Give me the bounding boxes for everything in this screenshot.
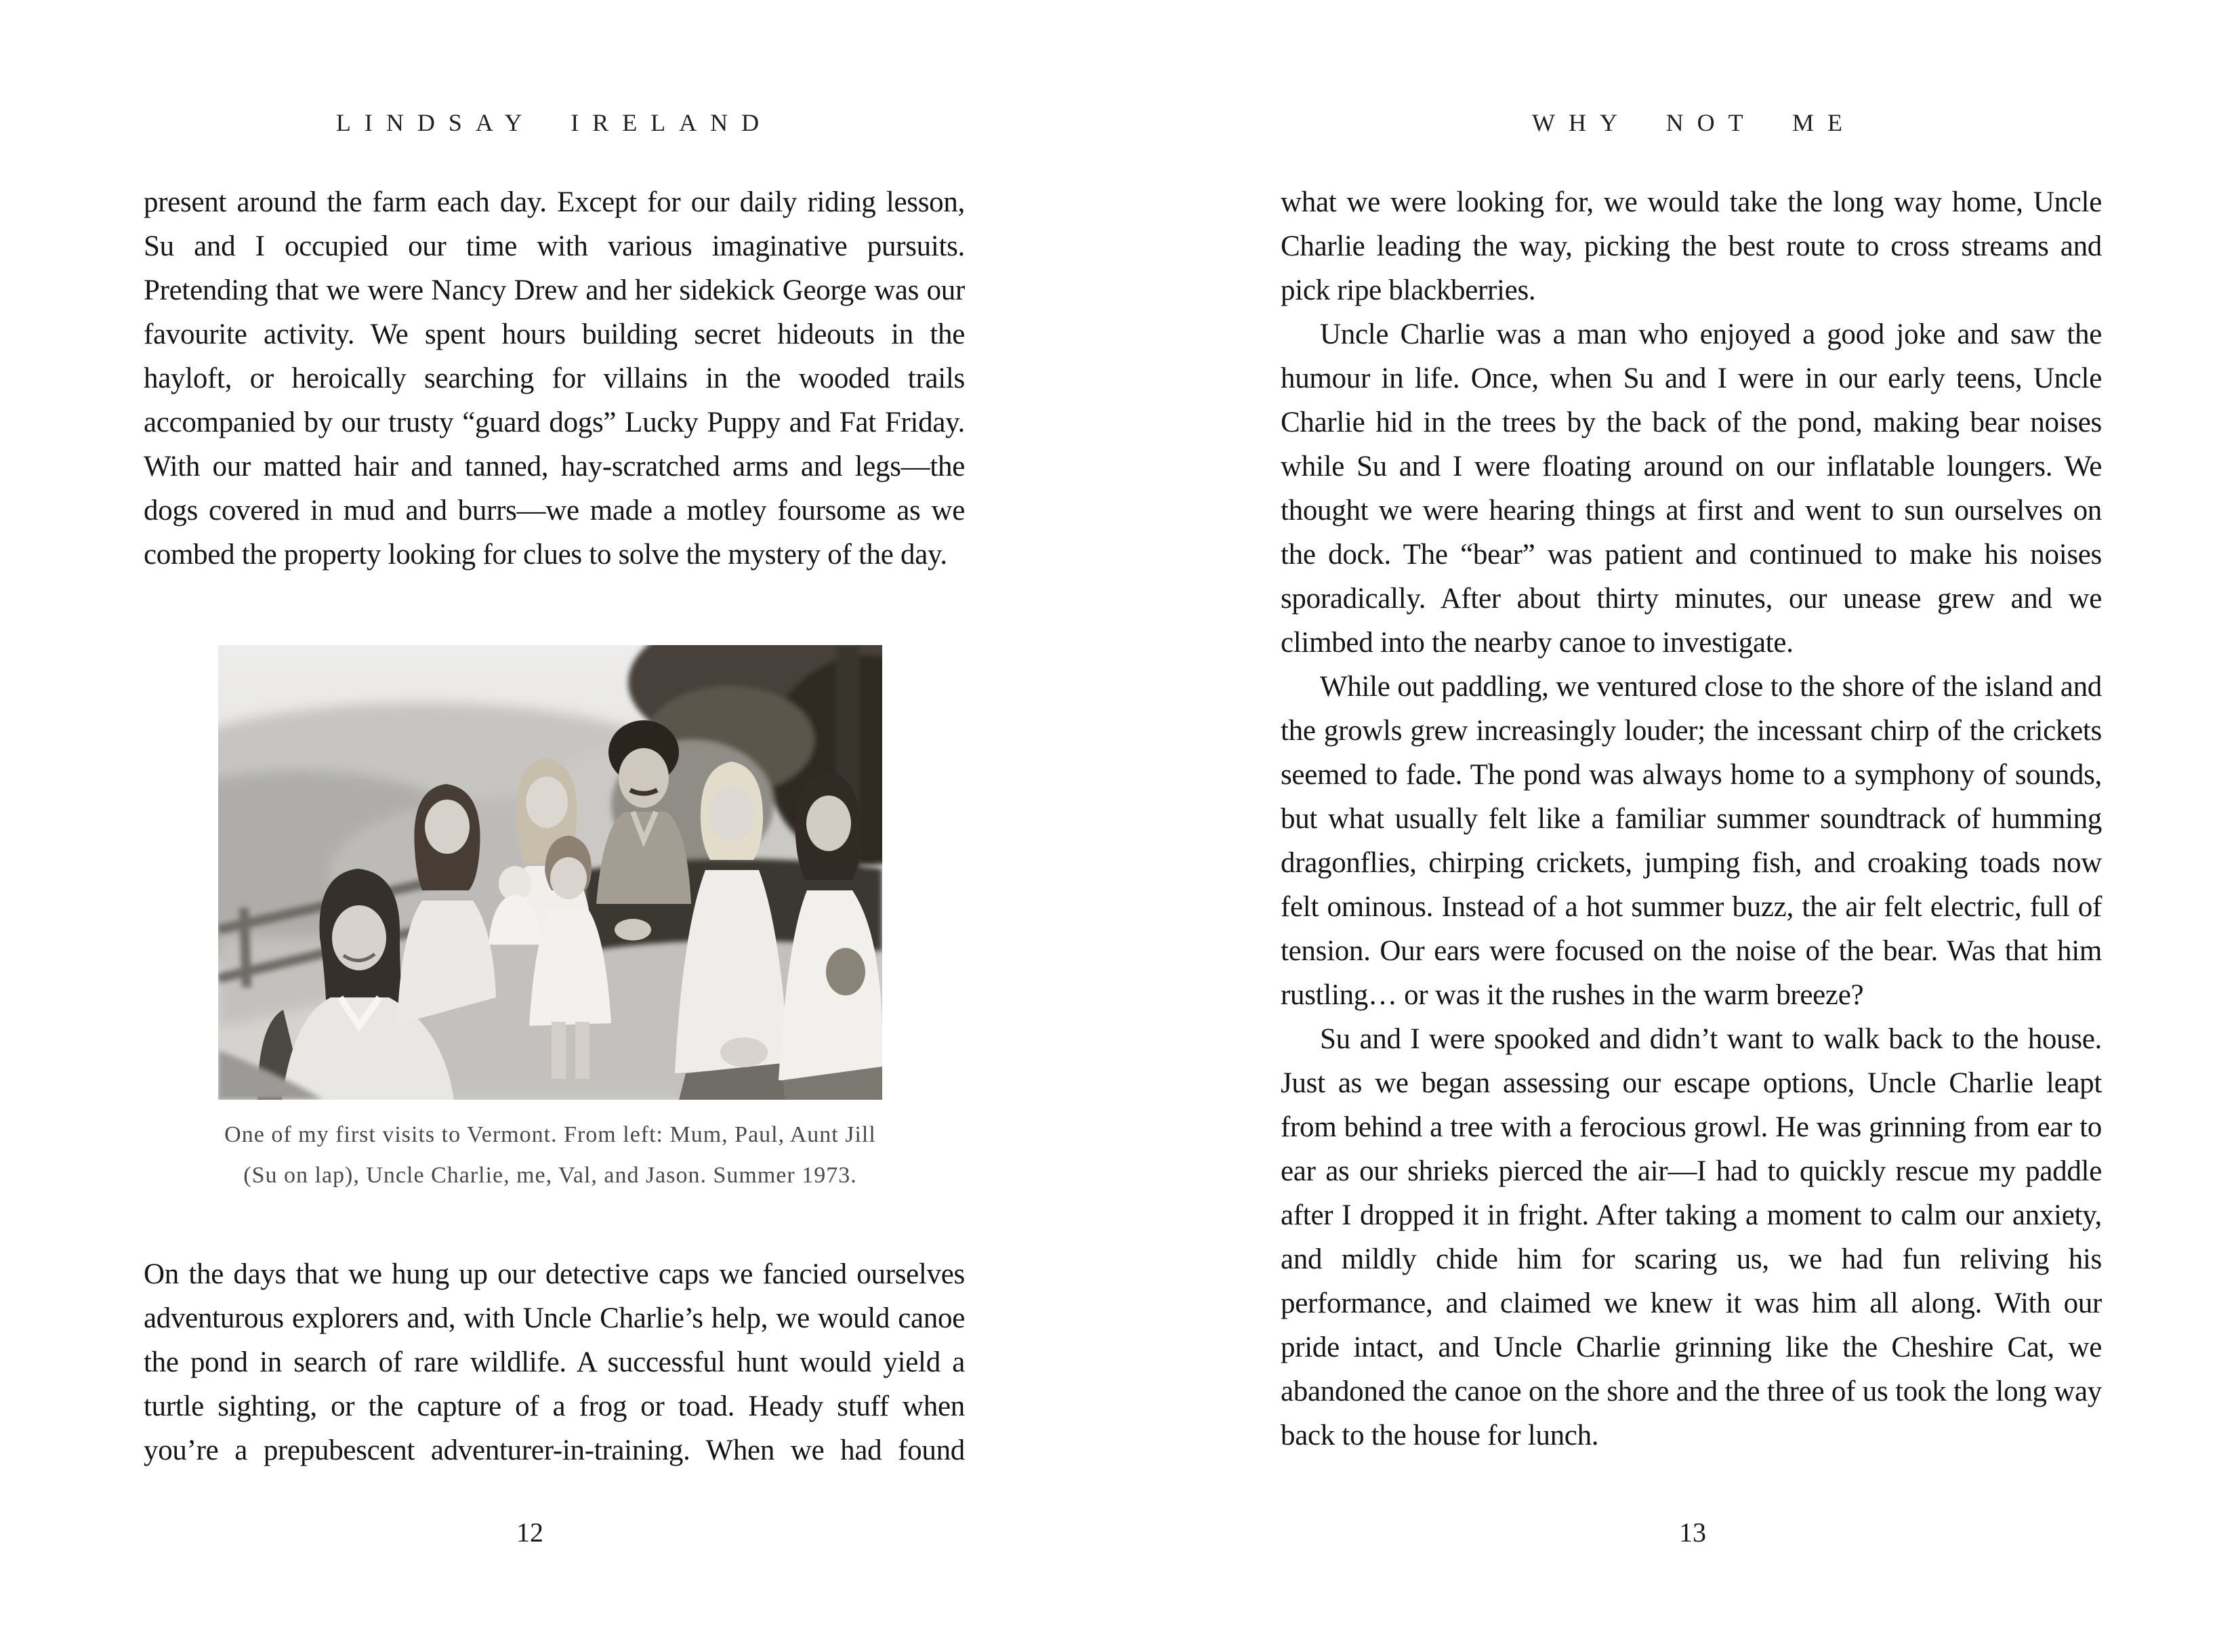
family-photo: [218, 645, 882, 1100]
right-running-header: WHY NOT ME: [1532, 109, 1856, 136]
left-body-text-lower: [144, 1252, 965, 1472]
photo-caption: [218, 1115, 882, 1196]
right-paragraph-4: Su and I were spooked and didn’t want to walk back to the house. Just as we began assessing our escape options, Uncle Charlie leapt from behind a tree with a ferocious growl. He was grinning from ear to ear as our shrieks pierced the air—I had to quickly rescue my paddle after I dropped it in fright. After taking a moment to calm our anxiety, and mildly chide him for scaring us, we had fun reliving his performance, and claimed we knew it was him all along. With our pride intact, and Uncle Charlie grinning like the Cheshire Cat, we abandoned the canoe on the shore and the three of us took the long way back to the house for lunch.: [1281, 1023, 2102, 1451]
photo-caption-line-1: One of my first visits to Vermont. From left: Mum, Paul, Aunt Jill: [224, 1122, 876, 1147]
right-paragraph-3: While out paddling, we ventured close to the shore of the island and the growls grew increasingly louder; the incessant chirp of the crickets seemed to fade. The pond was always home to a symphony of sounds, but what usually felt like a familiar summer soundtrack of humming dragonflies, chirping crickets, jumping fish, and croaking toads now felt ominous. Instead of a hot summer buzz, the air felt electric, full of tension. Our ears were focused on the noise of the bear. Was that him rustling… or was it the rushes in the warm breeze?: [1281, 671, 2102, 1011]
left-body-text: [144, 180, 965, 577]
right-paragraph-1: what we were looking for, we would take the long way home, Uncle Charlie leading the way, picking the best route to cross streams and pick ripe blackberries.: [1281, 186, 2102, 306]
left-running-header: LINDSAY IRELAND: [335, 109, 773, 136]
left-paragraph-1: present around the farm each day. Except for our daily riding lesson, Su and I occupied our time with various imaginative pursuits. Pretending that we were Nancy Drew and her sidekick George was our favourite activity. We spent hours building secret hideouts in the hayloft, or heroically searching for villains in the wooded trails accompanied by our trusty “guard dogs” Lucky Puppy and Fat Friday. With our matted hair and tanned, hay-scratched arms and legs—the dogs covered in mud and burrs—we made a motley foursome as we combed the property looking for clues to solve the mystery of the day.: [144, 186, 965, 571]
right-page-number: 13: [1679, 1517, 1706, 1548]
photo-caption-line-2: (Su on lap), Uncle Charlie, me, Val, and Jason. Summer 1973.: [243, 1163, 857, 1188]
right-paragraph-2: Uncle Charlie was a man who enjoyed a good joke and saw the humour in life. Once, when Su and I were in our early teens, Uncle Charlie hid in the trees by the back of the pond, making bear noises while Su and I were floating around on our inflatable loungers. We thought we were hearing things at first and went to sun ourselves on the dock. The “bear” was patient and continued to make his noises sporadically. After about thirty minutes, our unease grew and we climbed into the nearby canoe to investigate.: [1281, 318, 2102, 659]
right-body-text: [1281, 180, 2102, 1458]
family-photo-figure: [218, 645, 882, 1196]
left-page-number: 12: [516, 1517, 543, 1548]
left-paragraph-2: On the days that we hung up our detective caps we fancied ourselves adventurous explorers and, with Uncle Charlie’s help, we would canoe the pond in search of rare wildlife. A successful hunt would yield a turtle sighting, or the capture of a frog or toad. Heady stuff when you’re a prepubescent adventurer-in-training. When we had found: [144, 1258, 965, 1466]
